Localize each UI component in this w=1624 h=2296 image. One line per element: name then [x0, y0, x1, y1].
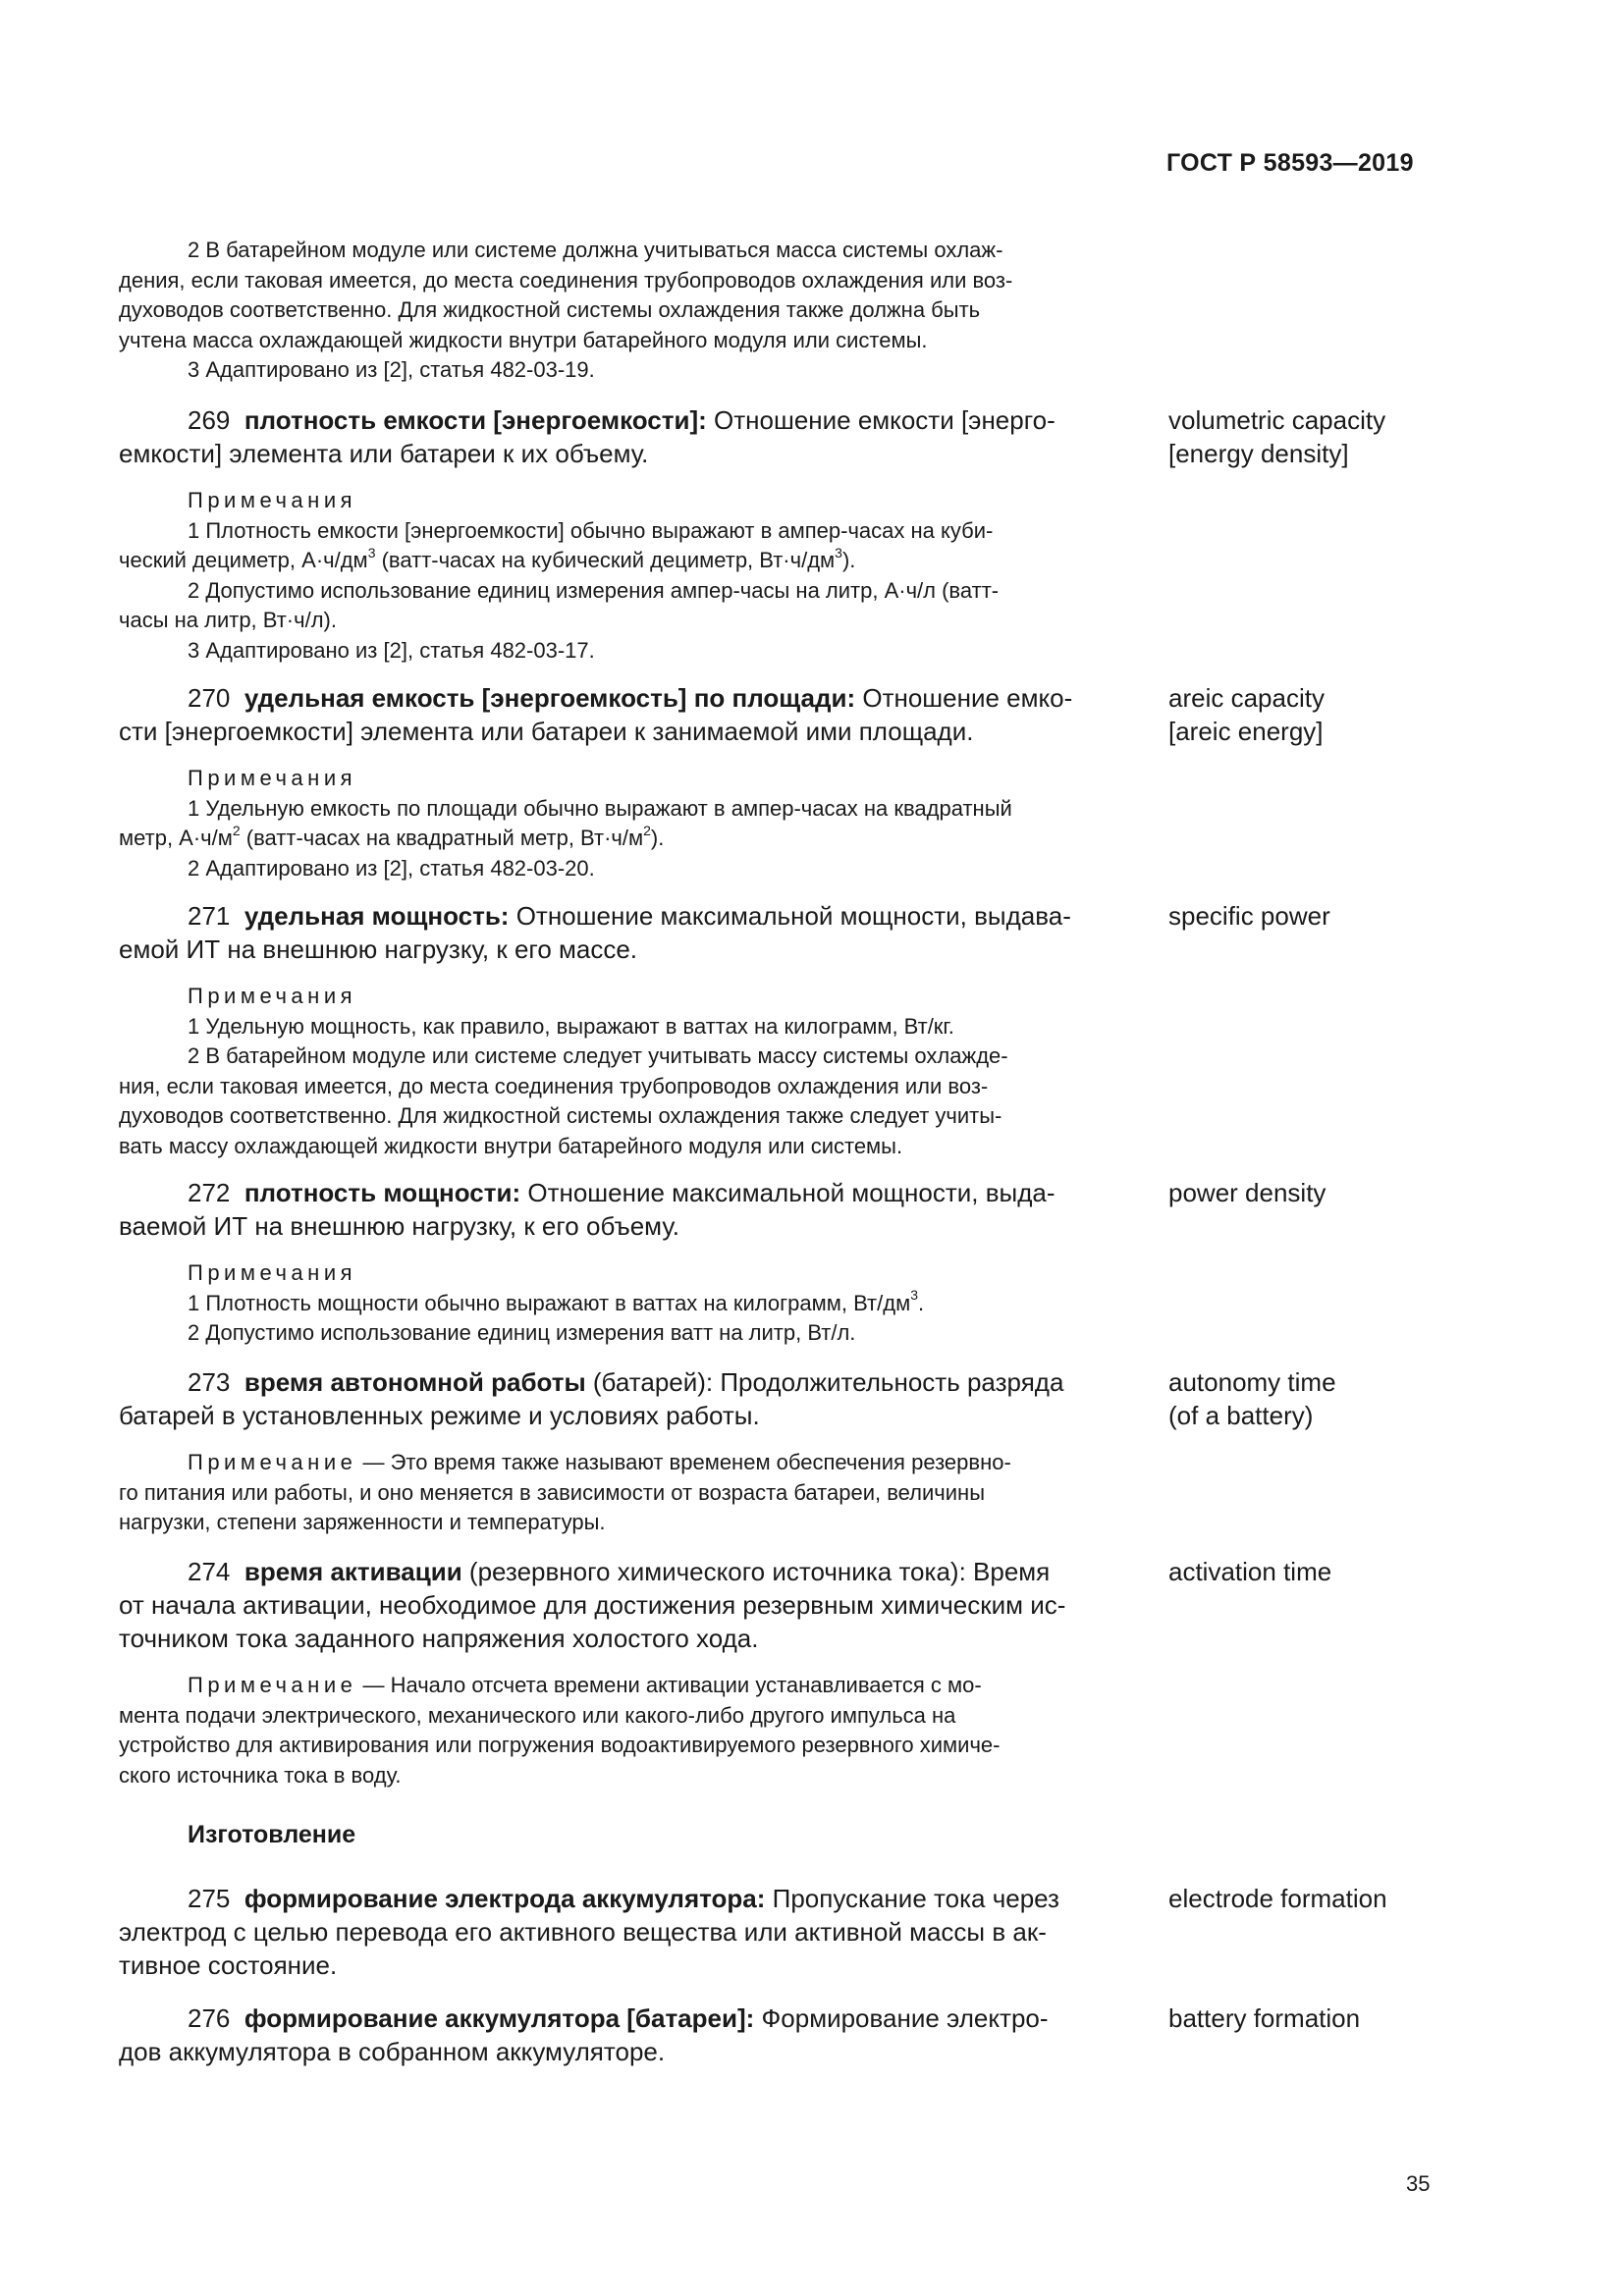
notes-label: Примечания [188, 488, 357, 512]
term-name: плотность емкости [энергоемкости]: [244, 405, 707, 435]
term-274-english [1168, 1555, 1492, 1588]
note-line [119, 1289, 1130, 1319]
superscript: 3 [367, 544, 376, 561]
note-line: духоводов соответственно. Для жидкостной системы охлаждения также следует учиты- [119, 1103, 1002, 1128]
term-name: плотность мощности: [244, 1178, 521, 1207]
term-275-english [1168, 1882, 1492, 1915]
section-heading: Изготовление [188, 1821, 356, 1848]
document-header: ГОСТ Р 58593—2019 [1166, 149, 1414, 177]
note-line: 2 Допустимо использование единиц измерения ватт на литр, Вт/л. [188, 1320, 856, 1345]
term-definition: электрод с целью перевода его активного вещества или активной массы в ак- [119, 1917, 1047, 1947]
term-definition: дов аккумулятора в собранном аккумуляторе. [119, 2037, 666, 2066]
term-number: 276 [188, 2003, 231, 2033]
english-term: autonomy time [1168, 1367, 1336, 1397]
term-name: время автономной работы [244, 1367, 586, 1397]
term-definition: Пропускание тока через [765, 1884, 1059, 1913]
term-definition: емой ИТ на внешнюю нагрузку, к его массе. [119, 934, 638, 964]
term-name: формирование электрода аккумулятора: [244, 1884, 766, 1913]
english-term: [areic energy] [1168, 717, 1324, 746]
note-label: Примечание [188, 1673, 357, 1697]
term-name: удельная емкость [энергоемкость] по площади: [244, 683, 856, 713]
note-line: ния, если таковая имеется, до места соединения трубопроводов охлаждения или воз- [119, 1073, 989, 1098]
term-274 [119, 1555, 1130, 1790]
superscript: 2 [643, 822, 651, 838]
term-definition: ваемой ИТ на внешнюю нагрузку, к его объему. [119, 1211, 679, 1241]
note-text: — Начало отсчета времени активации устанавливается с мо- [356, 1673, 982, 1697]
term-276 [119, 2002, 1130, 2068]
term-271 [119, 899, 1130, 1161]
note-text: 1 Плотность мощности обычно выражают в ваттах на килограмм, Вт/дм [188, 1290, 911, 1315]
note-line [119, 546, 1130, 576]
note-line: 1 Удельную емкость по площади обычно выражают в ампер-часах на квадратный [188, 795, 1012, 821]
english-term: battery formation [1168, 2003, 1361, 2033]
note-line [119, 1448, 1130, 1478]
note-line [119, 1671, 1130, 1701]
notes-label: Примечания [188, 766, 357, 790]
note-line: 3 Адаптировано из [2], статья 482-03-19. [188, 357, 595, 382]
superscript: 2 [232, 822, 241, 838]
note-line: устройство для активирования или погружения водоактивируемого резервного химиче- [119, 1733, 1001, 1757]
term-definition: (резервного химического источника тока): Время [461, 1557, 1051, 1586]
note-line: нагрузки, степени заряженности и температуры. [119, 1510, 606, 1534]
note-line: вать массу охлаждающей жидкости внутри батарейного модуля или системы. [119, 1133, 903, 1158]
note-line: дения, если таковая имеется, до места соединения трубопроводов охлаждения или воз- [119, 267, 1013, 293]
page-number: 35 [1406, 2171, 1431, 2196]
term-number: 271 [188, 901, 231, 931]
term-definition: емкости] элемента или батареи к их объему. [119, 439, 649, 468]
note-text: ). [841, 548, 856, 572]
note-line: часы на литр, Вт·ч/л). [119, 608, 337, 632]
term-269 [119, 403, 1130, 666]
term-name: удельная мощность: [244, 901, 510, 931]
superscript: 3 [835, 544, 842, 561]
term-definition: Отношение максимальной мощности, выдава- [509, 901, 1071, 931]
note-line: 2 Адаптировано из [2], статья 482-03-20. [188, 855, 595, 881]
term-272-english [1168, 1176, 1492, 1209]
note-line: 3 Адаптировано из [2], статья 482-03-17. [188, 637, 595, 663]
term-number: 273 [188, 1367, 231, 1397]
term-definition: точником тока заданного напряжения холостого хода. [119, 1624, 759, 1653]
note-line [119, 824, 1130, 854]
term-269-english [1168, 403, 1492, 470]
note-line: 1 Удельную мощность, как правило, выражают в ваттах на килограмм, Вт/кг. [188, 1013, 954, 1039]
term-definition: Отношение емкости [энерго- [706, 405, 1056, 435]
term-273 [119, 1365, 1130, 1538]
note-text: метр, А·ч/м [119, 826, 233, 850]
term-number: 270 [188, 683, 231, 713]
term-definition: от начала активации, необходимое для достижения резервным химическим ис- [119, 1590, 1066, 1620]
english-term: power density [1168, 1178, 1326, 1207]
english-term: [energy density] [1168, 439, 1349, 468]
note-line: учтена масса охлаждающей жидкости внутри батарейного модуля или системы. [119, 327, 928, 352]
superscript: 3 [910, 1287, 919, 1304]
note-line: го питания или работы, и оно меняется в зависимости от возраста батареи, величины [119, 1479, 986, 1505]
english-term: areic capacity [1168, 683, 1325, 713]
term-271-english [1168, 899, 1492, 933]
term-definition: Отношение максимальной мощности, выда- [520, 1178, 1056, 1207]
term-number: 275 [188, 1884, 231, 1913]
note-line: мента подачи электрического, механического или какого-либо другого импульса на [119, 1702, 956, 1728]
english-term: specific power [1168, 901, 1330, 931]
term-272 [119, 1176, 1130, 1349]
term-number: 269 [188, 405, 231, 435]
english-term: electrode formation [1168, 1884, 1387, 1913]
term-number: 274 [188, 1557, 231, 1586]
term-275 [119, 1882, 1130, 1982]
notes-label: Примечания [188, 984, 357, 1008]
term-276-english [1168, 2002, 1492, 2035]
note-line: 1 Плотность емкости [энергоемкости] обычно выражают в ампер-часах на куби- [188, 517, 994, 543]
term-number: 272 [188, 1178, 231, 1207]
term-definition: (батарей): Продолжительность разряда [585, 1367, 1064, 1397]
english-term: volumetric capacity [1168, 405, 1386, 435]
english-term: (of a battery) [1168, 1401, 1314, 1430]
term-270-english [1168, 681, 1492, 748]
term-name: время активации [244, 1557, 462, 1586]
term-definition: тивное состояние. [119, 1950, 338, 1980]
top-notes [119, 236, 1130, 386]
note-line: духоводов соответственно. Для жидкостной системы охлаждения также должна быть [119, 297, 981, 322]
term-definition: Формирование электро- [754, 2003, 1049, 2033]
english-term: activation time [1168, 1557, 1332, 1586]
note-text: (ватт-часах на квадратный метр, Вт·ч/м [240, 826, 644, 850]
note-line: ского источника тока в воду. [119, 1762, 402, 1788]
notes-label: Примечания [188, 1260, 357, 1285]
term-definition: батарей в установленных режиме и условиях работы. [119, 1401, 760, 1430]
note-text: — Это время также называют временем обеспечения резервно- [356, 1450, 1011, 1474]
term-name: формирование аккумулятора [батареи]: [244, 2003, 755, 2033]
term-273-english [1168, 1365, 1492, 1432]
term-definition: Отношение емко- [855, 683, 1073, 713]
note-label: Примечание [188, 1450, 357, 1474]
term-definition: сти [энергоемкости] элемента или батареи к занимаемой ими площади. [119, 717, 974, 746]
note-line: 2 Допустимо использование единиц измерения ампер-часы на литр, А·ч/л (ватт- [188, 577, 1000, 603]
note-text: (ватт-часах на кубический дециметр, Вт·ч/дм [375, 548, 836, 572]
note-text: . [918, 1290, 925, 1315]
note-text: ческий дециметр, А·ч/дм [119, 548, 368, 572]
note-line: 2 В батарейном модуле или системе должна учитываться масса системы охлаж- [188, 238, 1003, 262]
term-270 [119, 681, 1130, 883]
note-text: ). [650, 826, 665, 850]
note-line: 2 В батарейном модуле или системе следует учитывать массу системы охлажде- [188, 1043, 1008, 1068]
